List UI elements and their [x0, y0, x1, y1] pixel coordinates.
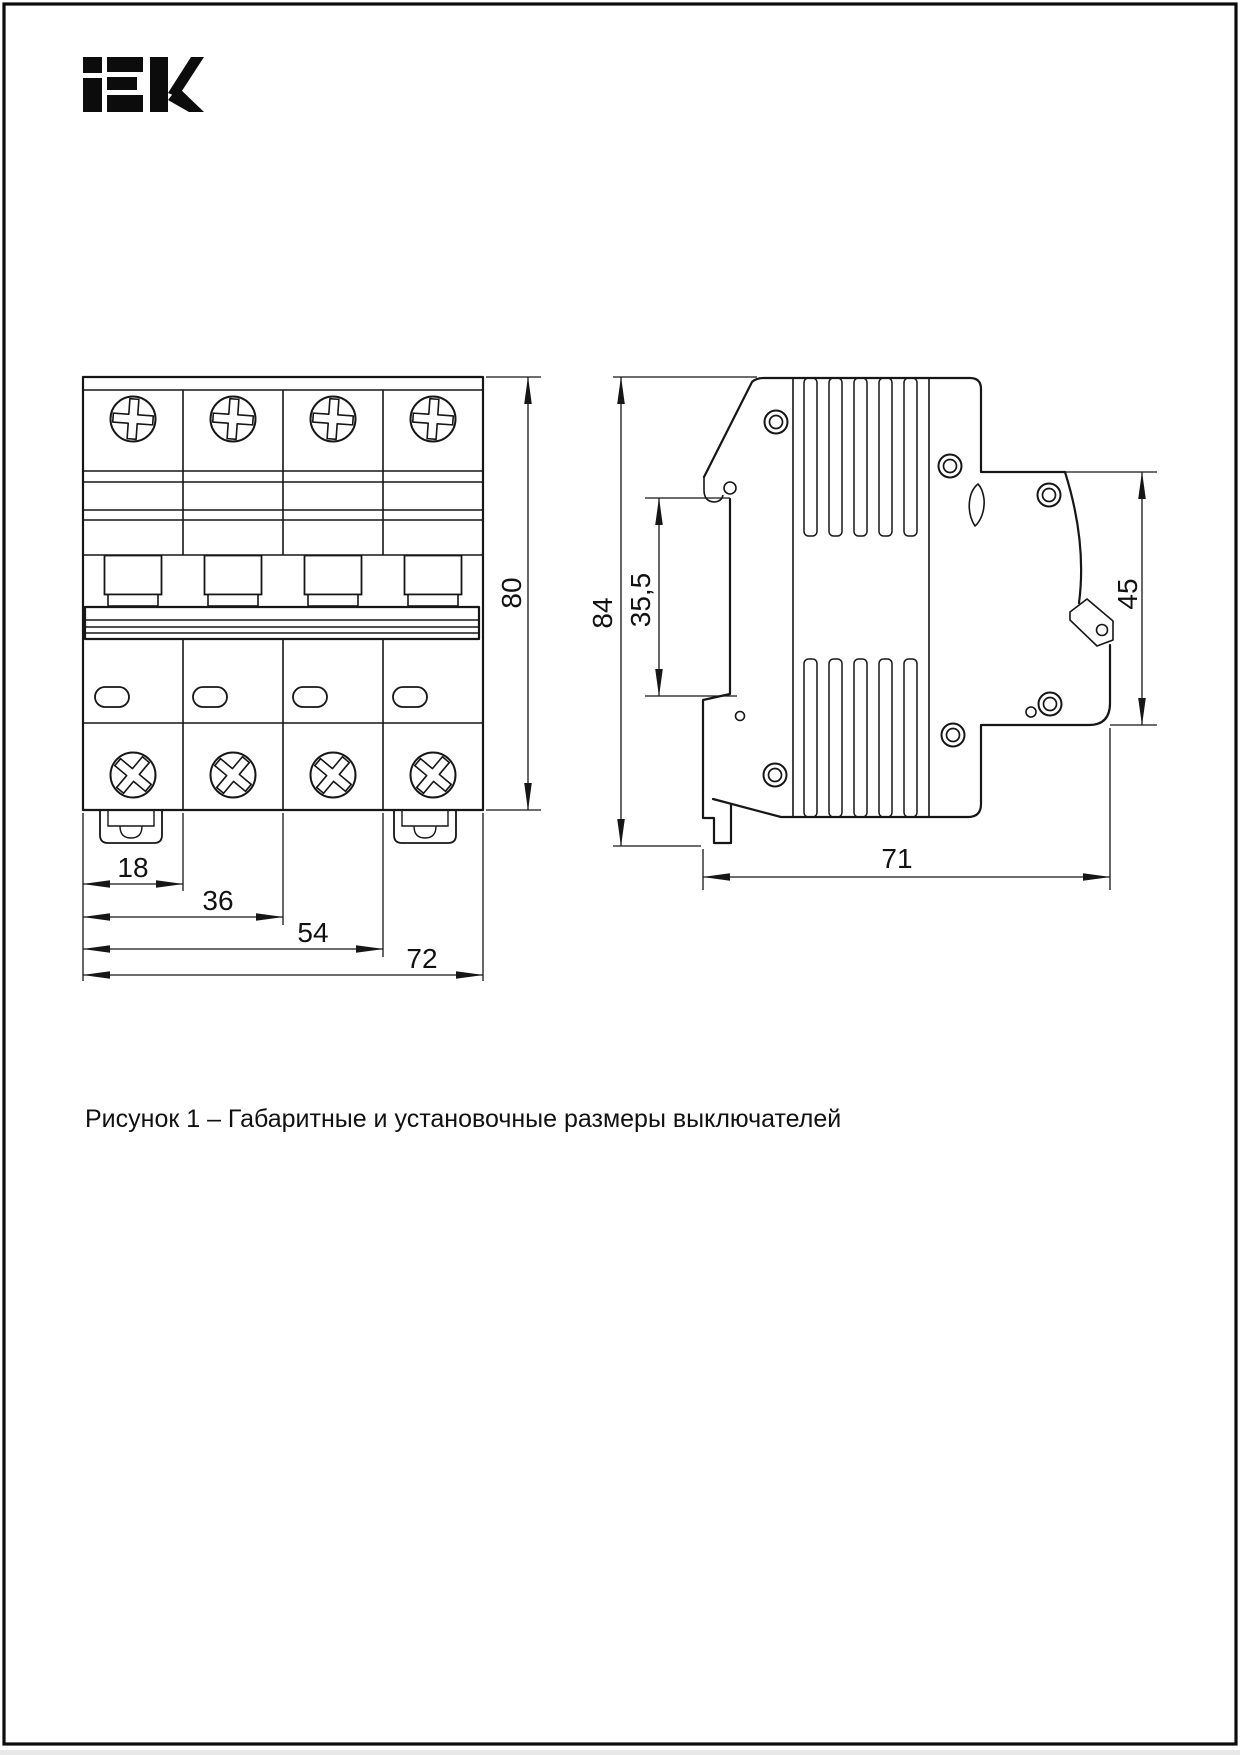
side-view-dimensions	[587, 377, 1157, 890]
din-clips-front	[100, 811, 456, 843]
dim-label-35-5: 35,5	[625, 572, 656, 628]
front-view-dimensions	[83, 377, 541, 981]
kidney-slot	[969, 484, 984, 526]
dim-label-54: 54	[297, 917, 329, 948]
figure-caption: Рисунок 1 – Габаритные и установочные размеры выключателей	[85, 1105, 842, 1133]
dim-label-80: 80	[496, 577, 527, 609]
side-view-drawing	[703, 378, 1113, 843]
dim-label-36: 36	[202, 885, 234, 916]
vent-slats-bottom	[804, 659, 917, 817]
screw-bosses	[764, 411, 1062, 787]
vent-slats-top	[804, 378, 917, 536]
dim-label-45: 45	[1112, 578, 1143, 610]
dim-label-72: 72	[406, 943, 438, 974]
dim-label-84: 84	[587, 597, 618, 629]
pin-hole-bottom	[736, 712, 745, 721]
pin-hole-top	[724, 482, 736, 494]
front-view-drawing	[83, 377, 483, 843]
indicator-windows	[95, 687, 427, 707]
toggle-handles	[105, 556, 462, 607]
iek-logo	[83, 57, 204, 112]
handle-tie-bar	[85, 607, 479, 639]
page-border	[4, 4, 1236, 1744]
dim-label-18: 18	[117, 852, 149, 883]
pin-hole-front	[1026, 707, 1036, 717]
dim-label-71: 71	[881, 843, 913, 874]
